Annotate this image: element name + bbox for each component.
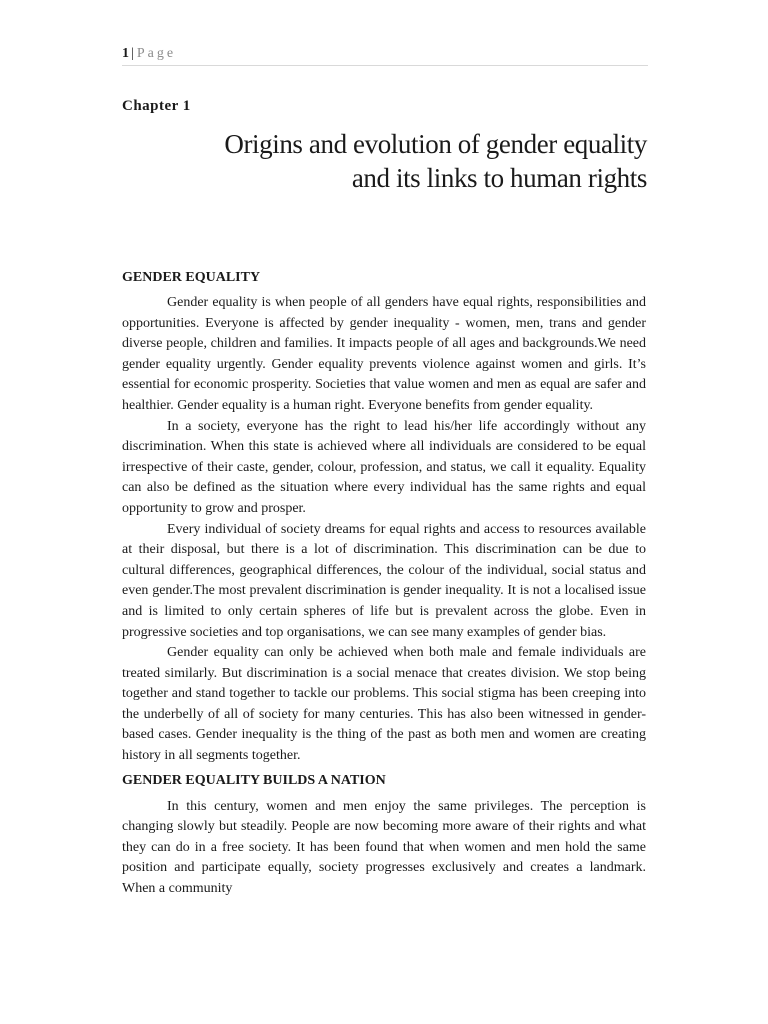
page-label: Page: [136, 46, 177, 61]
body-paragraph: In this century, women and men enjoy the same privileges. The perception is changing slowly but steadily. People are now becoming more aware of their rights and what they can do in a free society. It has been found that when women and men hold the same position and participate equally, society progresses exclusively and creates a landmark. When a community: [122, 798, 646, 897]
page-header: [122, 44, 648, 66]
body-paragraph: In a society, everyone has the right to lead his/her life accordingly without any discrimination. When this state is achieved where all individuals are considered to be equal irrespective of their caste, gender, colour, profession, and status, we call it equality. Equality can also be defined as the situation where every individual has the same rights and equal opportunity to grow and prosper.: [122, 418, 646, 516]
chapter-label: Chapter 1: [122, 98, 191, 114]
document-body: [122, 268, 646, 900]
section-heading-builds-a-nation: GENDER EQUALITY BUILDS A NATION: [122, 772, 386, 788]
body-paragraph: Gender equality can only be achieved when both male and female individuals are treated similarly. But discrimination is a social menace that creates division. We stop being together and stand together to tackle our problems. This social stigma has been creeping into the underbelly of all of society for many centuries. This has also been witnessed in gender-based cases. Gender inequality is the thing of the past as both men and women are creating history in all segments together.: [122, 645, 646, 764]
chapter-title-line-1: Origins and evolution of gender equality: [224, 129, 647, 159]
page-separator: |: [131, 46, 134, 61]
chapter-title: [187, 127, 647, 195]
body-paragraph: Gender equality is when people of all genders have equal rights, responsibilities and opportunities. Everyone is affected by gender inequality - women, men, trans and gender diverse people, children and families. It impacts people of all ages and backgrounds.We need gender equality urgently. Gender equality prevents violence against women and girls. It’s essential for economic prosperity. Societies that value women and men as equal are safer and healthier. Gender equality is a human right. Everyone benefits from gender equality.: [122, 295, 646, 413]
section-heading-gender-equality: GENDER EQUALITY: [122, 270, 261, 285]
page-number: 1: [122, 46, 129, 61]
body-paragraph: Every individual of society dreams for equal rights and access to resources available at their disposal, but there is a lot of discrimination. This discrimination can be due to cultural differences, geographical differences, the colour of the individual, social status and even gender.The most prevalent discrimination is gender inequality. It is not a localised issue and is limited to only certain spheres of life but is prevalent across the globe. Even in progressive societies and top organisations, we can see many examples of gender bias.: [122, 521, 646, 640]
chapter-title-line-2: and its links to human rights: [351, 163, 647, 193]
